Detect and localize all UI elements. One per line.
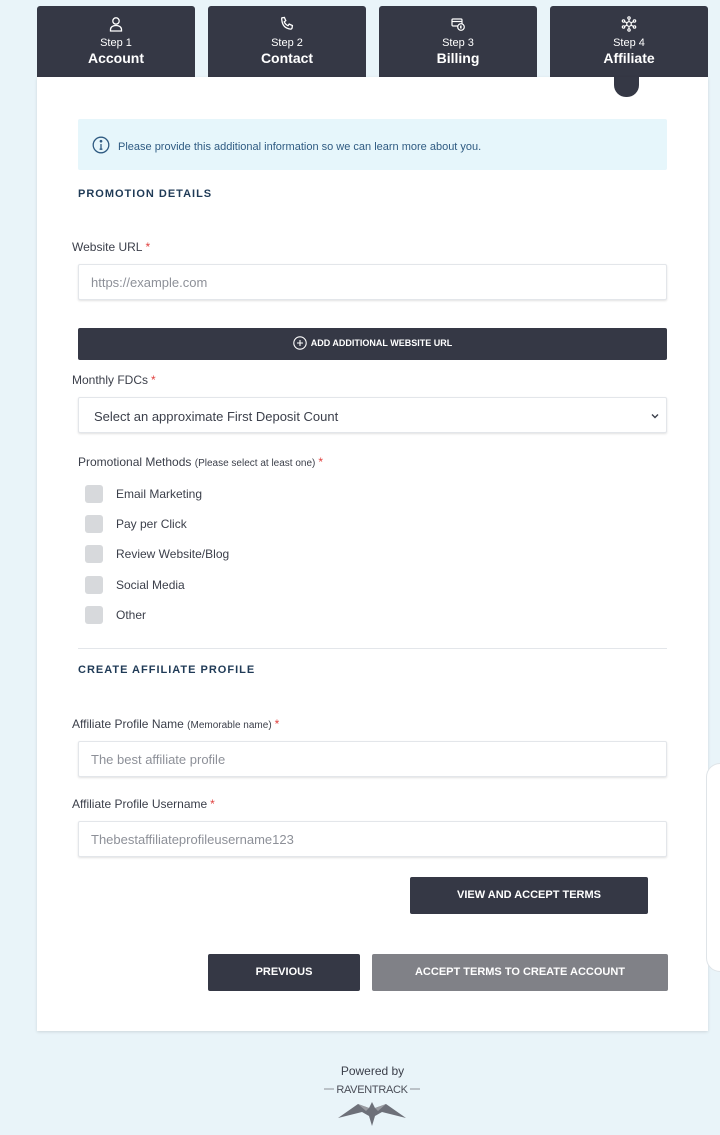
info-banner — [78, 119, 667, 170]
tab-step-name: Contact — [260, 50, 314, 66]
info-text: Please provide this additional information so we can learn more about you. — [118, 141, 482, 153]
tab-step-1-account[interactable] — [37, 6, 195, 77]
add-website-url-button[interactable] — [78, 328, 667, 360]
checkbox-label: Social Media — [116, 578, 185, 592]
checkbox-label: Review Website/Blog — [116, 547, 230, 561]
step-tabs — [37, 6, 708, 78]
affiliate-profile-username-label-text: Affiliate Profile Username — [72, 797, 208, 811]
network-icon — [550, 16, 708, 34]
raventrack-logo-text: RAVENTRACK — [336, 1084, 408, 1096]
affiliate-profile-username-label — [72, 797, 215, 811]
chevron-down-icon — [650, 411, 660, 421]
affiliate-profile-name-label — [72, 717, 279, 731]
affiliate-profile-username-input[interactable] — [78, 821, 667, 857]
checkbox[interactable] — [85, 515, 103, 533]
monthly-fdcs-selected-value: Select an approximate First Deposit Count — [94, 409, 339, 424]
create-affiliate-profile-title: CREATE AFFILIATE PROFILE — [78, 664, 256, 676]
checkbox[interactable] — [85, 576, 103, 594]
checkbox[interactable] — [85, 485, 103, 503]
website-url-input[interactable] — [78, 264, 667, 300]
tab-step-number: Step 3 — [442, 37, 474, 49]
website-url-label — [72, 240, 150, 254]
tab-step-4-affiliate[interactable] — [550, 6, 708, 77]
required-mark: * — [210, 797, 215, 811]
monthly-fdcs-label-text: Monthly FDCs — [72, 373, 149, 387]
checkbox-label: Pay per Click — [116, 517, 187, 531]
tab-step-number: Step 2 — [271, 37, 303, 49]
promotional-methods-label-text: Promotional Methods — [78, 455, 192, 469]
registration-form-card — [37, 77, 708, 1031]
required-mark: * — [151, 373, 156, 387]
add-website-url-label: ADD ADDITIONAL WEBSITE URL — [310, 338, 453, 348]
tab-step-3-billing[interactable] — [379, 6, 537, 77]
tab-step-number: Step 4 — [613, 37, 645, 49]
billing-icon — [379, 16, 537, 34]
plus-circle-icon — [293, 336, 307, 350]
user-icon — [37, 16, 195, 34]
raventrack-logo — [322, 1080, 422, 1128]
required-mark: * — [145, 240, 151, 254]
view-and-accept-terms-button[interactable]: VIEW AND ACCEPT TERMS — [410, 877, 648, 914]
info-icon — [92, 136, 110, 154]
side-panel-handle[interactable] — [706, 763, 720, 972]
tab-step-number: Step 1 — [100, 37, 132, 49]
required-mark: * — [318, 455, 324, 469]
affiliate-profile-name-input[interactable] — [78, 741, 667, 777]
affiliate-profile-name-hint: (Memorable name) — [187, 720, 272, 731]
checkbox[interactable] — [85, 606, 103, 624]
monthly-fdcs-select[interactable] — [78, 397, 667, 433]
accept-terms-create-account-button[interactable]: ACCEPT TERMS TO CREATE ACCOUNT — [372, 954, 668, 991]
tab-step-name: Account — [88, 50, 144, 66]
promotional-methods-hint: (Please select at least one) — [194, 458, 316, 469]
affiliate-profile-name-label-text: Affiliate Profile Name — [72, 717, 184, 731]
promotional-methods-label — [78, 455, 323, 469]
website-url-label-text: Website URL — [72, 240, 143, 254]
tab-step-name: Affiliate — [603, 50, 655, 66]
powered-by-text: Powered by — [340, 1064, 405, 1078]
section-divider — [78, 648, 667, 649]
checkbox[interactable] — [85, 545, 103, 563]
tab-step-2-contact[interactable] — [208, 6, 366, 77]
checkbox-label: Other — [116, 608, 147, 622]
monthly-fdcs-label — [72, 373, 156, 387]
phone-icon — [208, 16, 366, 34]
required-mark: * — [274, 717, 280, 731]
promotion-details-title: PROMOTION DETAILS — [78, 188, 213, 200]
previous-button[interactable]: PREVIOUS — [208, 954, 360, 991]
checkbox-label: Email Marketing — [116, 487, 203, 501]
tab-step-name: Billing — [436, 50, 480, 66]
